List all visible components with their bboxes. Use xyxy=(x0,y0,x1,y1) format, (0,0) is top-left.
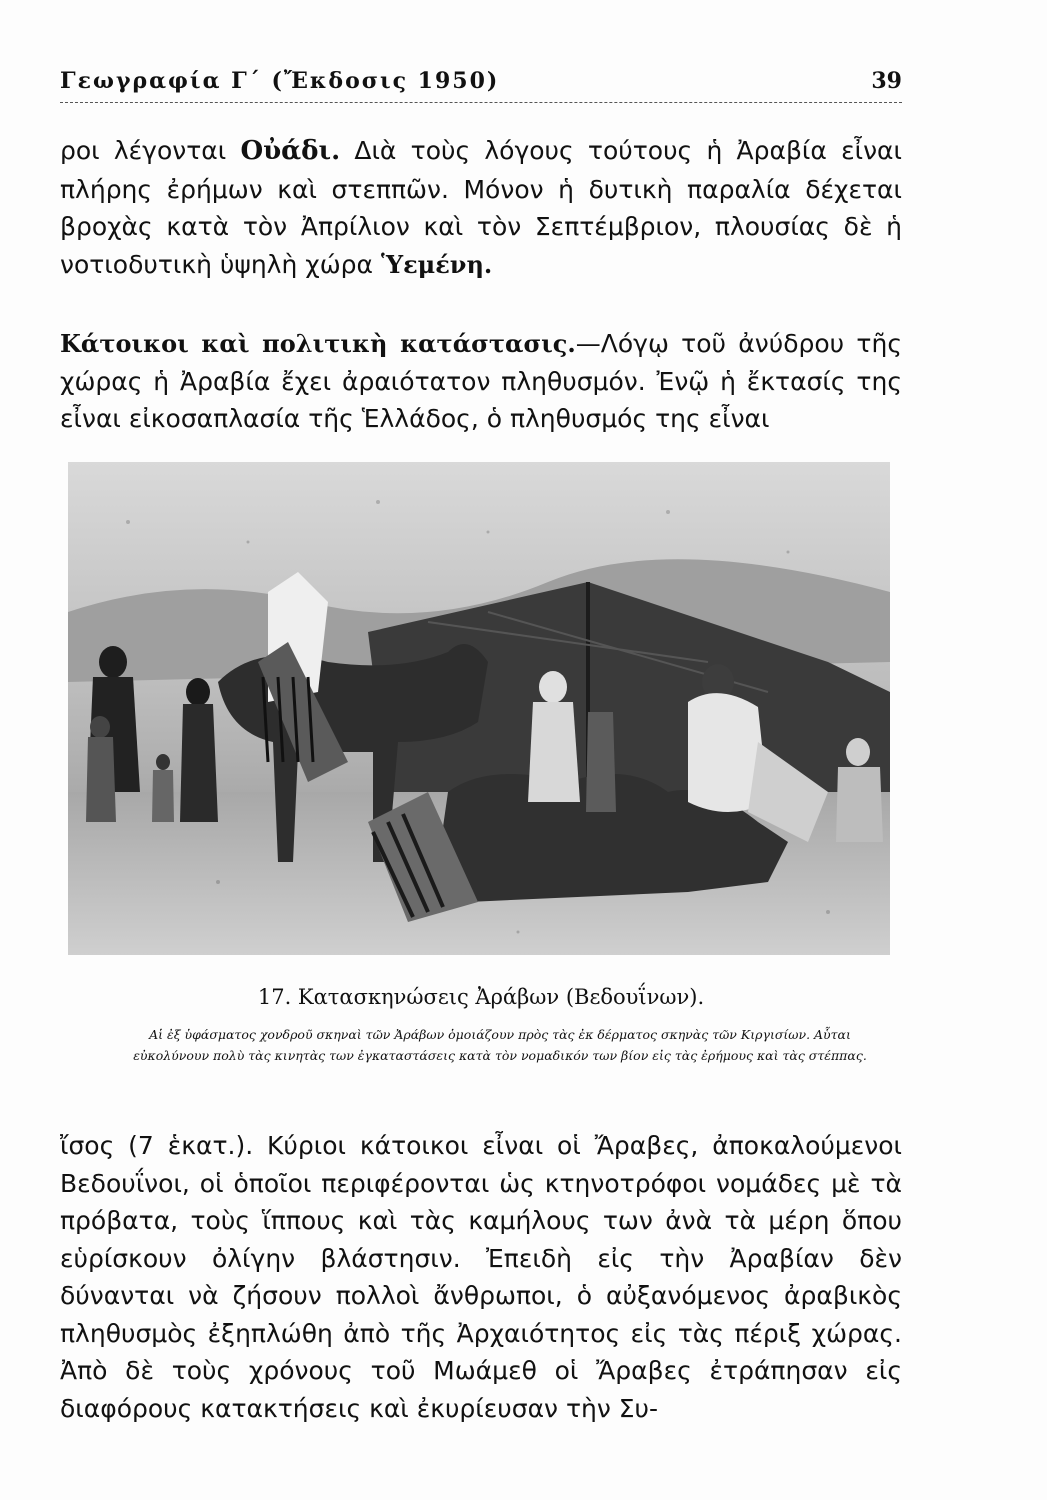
paragraph-bedouins: ἴσος (7 ἑκατ.). Κύριοι κάτοικοι εἶναι οἱ Ἄραβες, ἀποκαλούμενοι Βεδουΐνοι, οἱ ὁποῖοι περιφέρονται ὡς κτηνοτρόφοι νομάδες μὲ τὰ πρόβατα, τοὺς ἵππους καὶ τὰς καμήλους των ἀνὰ τὰ μέρη ὅπου εὑρίσκουν ὀλίγην βλάστησιν. Ἐπειδὴ εἰς τὴν Ἀραβίαν δὲν δύνανται νὰ ζήσουν πολλοὶ ἄνθρωποι, ὁ αὐξανόμενος ἀραβικὸς πληθυσμὸς ἐξηπλώθη ἀπὸ τῆς Ἀρχαιότητος εἰς τὰς πέριξ χώρας. Ἀπὸ δὲ τοὺς χρόνους τοῦ Μωάμεθ οἱ Ἄραβες ἐτράπησαν εἰς διαφόρους κατακτήσεις καὶ ἐκυρίευσαν τὴν Συ- xyxy=(60,1131,902,1423)
person-figure xyxy=(99,646,127,678)
running-title: Γεωγραφία Γ΄ (Ἔκδοσις 1950) xyxy=(60,68,500,94)
paragraph-text-middle: Διὰ τοὺς λόγους τούτους ἡ Ἀραβία εἶναι πλήρης ἐρήμων καὶ στεππῶν. Μόνον ἡ δυτικὴ παραλία δέχεται βροχὰς κατὰ τὸν Ἀπρίλιον καὶ τὸν Σεπτέμβριον, πλουσίας δὲ ἡ νοτιοδυτικὴ ὑψηλὴ χώρα xyxy=(60,136,902,279)
bedouin-man xyxy=(539,671,567,703)
paragraph-text-start: ροι λέγονται xyxy=(60,136,241,165)
paragraph-inhabitants xyxy=(60,325,902,438)
term-wadi: Οὐάδι. xyxy=(240,136,341,166)
section-heading: Κάτοικοι καὶ πολιτικὴ κατάστασις. xyxy=(60,329,576,358)
term-yemen: Ὑεμένη. xyxy=(380,249,493,279)
figure-caption-title: 17. Κατασκηνώσεις Ἀράβων (Βεδουΐνων). xyxy=(257,985,705,1009)
page-number: 39 xyxy=(871,68,902,94)
paragraph-text: —Λόγῳ τοῦ ἀνύδρου τῆς χώρας ἡ Ἀραβία ἔχει ἀραιότατον πληθυσμόν. Ἐνῷ ἡ ἔκτασίς της εἶναι εἰκοσαπλασία τῆς Ἑλλάδος, ὁ πληθυσμός της εἶναι xyxy=(60,329,902,433)
photo-illustration xyxy=(68,462,890,955)
bedouin-camp-photo xyxy=(68,462,890,955)
figure-caption-text: Αἱ ἐξ ὑφάσματος χονδροῦ σκηναὶ τῶν Ἀράβων ὁμοιάζουν πρὸς τὰς ἐκ δέρματος σκηνὰς τῶν Κιργισίων. Αὗται εὐκολύνουν πολὺ τὰς κινητὰς των ἐγκαταστάσεις κατὰ τὸν νομαδικόν των βίον εἰς τὰς ἐρήμους καὶ τὰς στέππας. xyxy=(133,1027,867,1063)
paragraph-wadi xyxy=(60,132,902,283)
running-head xyxy=(60,62,902,103)
